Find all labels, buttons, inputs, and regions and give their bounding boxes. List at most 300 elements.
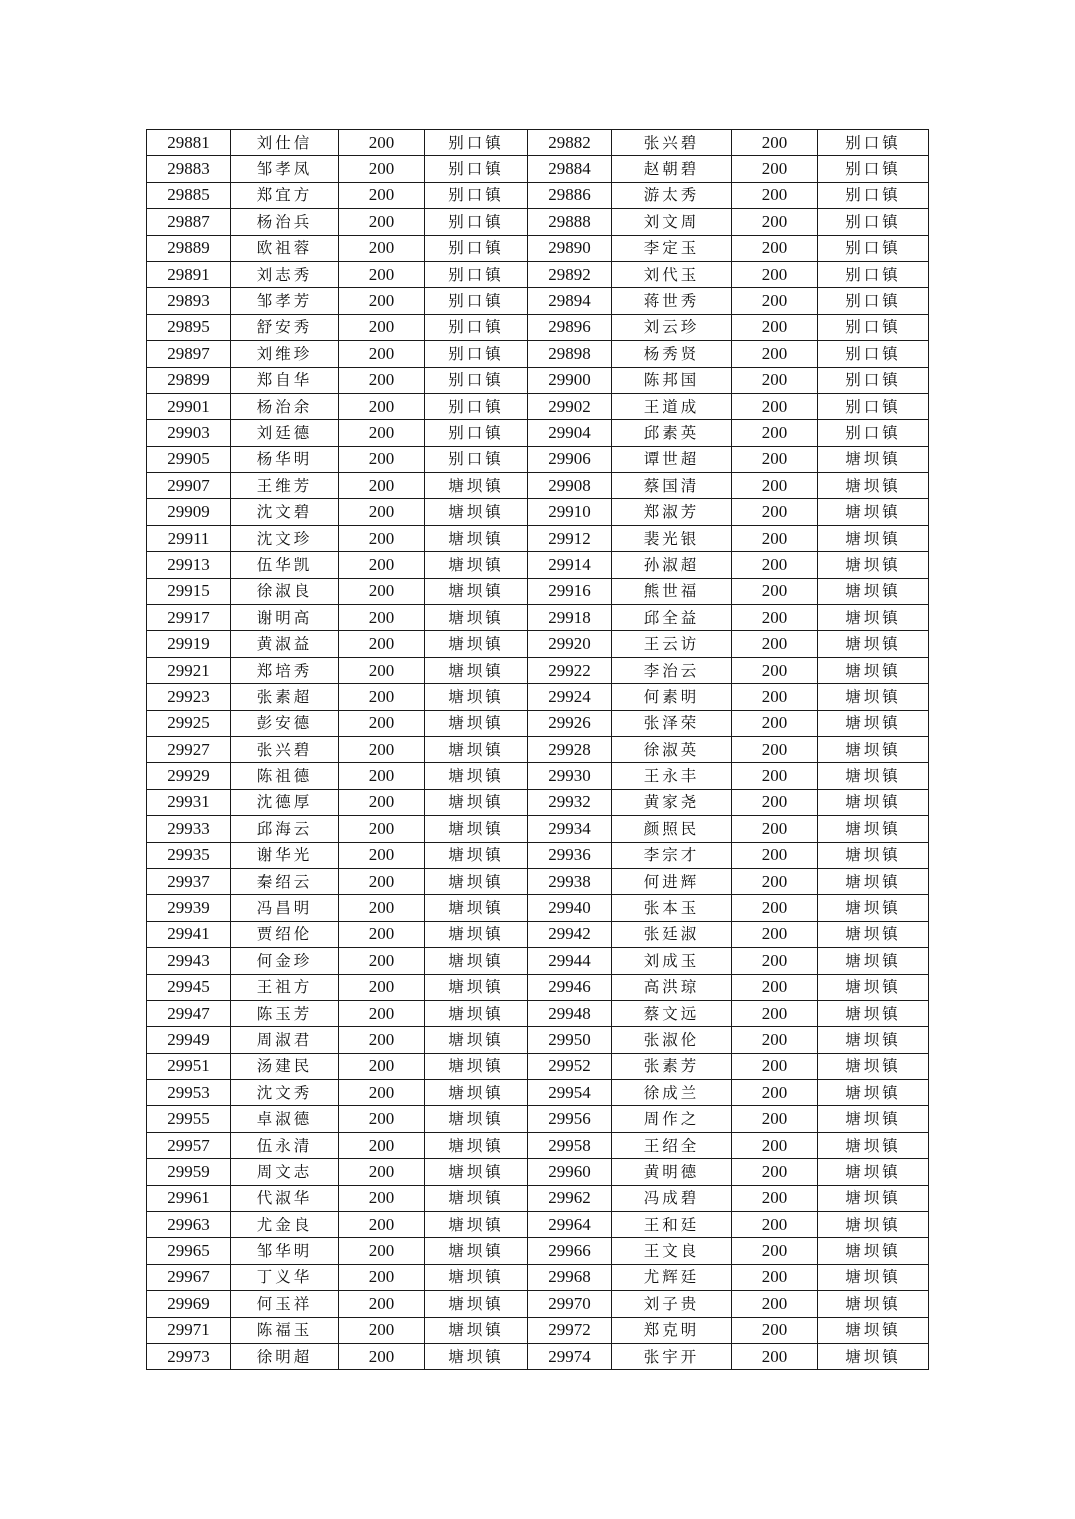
- right-name-cell: 刘代玉: [612, 261, 732, 287]
- right-serial-number-cell: 29940: [528, 895, 612, 921]
- table-row: [147, 341, 929, 367]
- right-serial-number-cell: 29882: [528, 130, 612, 156]
- right-amount-cell: 200: [732, 367, 818, 393]
- left-town-cell: 塘坝镇: [425, 1238, 528, 1264]
- left-serial-number-cell: 29969: [147, 1291, 231, 1317]
- table-row: [147, 393, 929, 419]
- right-amount-cell: 200: [732, 341, 818, 367]
- right-amount-cell: 200: [732, 130, 818, 156]
- left-town-cell: 塘坝镇: [425, 605, 528, 631]
- right-serial-number-cell: 29900: [528, 367, 612, 393]
- right-name-cell: 张淑伦: [612, 1027, 732, 1053]
- left-serial-number-cell: 29903: [147, 420, 231, 446]
- table-row: [147, 1132, 929, 1158]
- left-town-cell: 塘坝镇: [425, 657, 528, 683]
- left-amount-cell: 200: [339, 816, 425, 842]
- right-town-cell: 塘坝镇: [818, 816, 929, 842]
- left-town-cell: 塘坝镇: [425, 1185, 528, 1211]
- table-row: [147, 789, 929, 815]
- right-serial-number-cell: 29950: [528, 1027, 612, 1053]
- left-town-cell: 塘坝镇: [425, 1291, 528, 1317]
- left-name-cell: 刘仕信: [231, 130, 339, 156]
- right-amount-cell: 200: [732, 763, 818, 789]
- right-serial-number-cell: 29966: [528, 1238, 612, 1264]
- table-row: [147, 1159, 929, 1185]
- recipient-table-body: [147, 130, 929, 1370]
- right-serial-number-cell: 29914: [528, 552, 612, 578]
- left-town-cell: 别口镇: [425, 393, 528, 419]
- left-serial-number-cell: 29951: [147, 1053, 231, 1079]
- right-amount-cell: 200: [732, 314, 818, 340]
- left-amount-cell: 200: [339, 130, 425, 156]
- left-amount-cell: 200: [339, 261, 425, 287]
- left-serial-number-cell: 29915: [147, 578, 231, 604]
- right-name-cell: 张素芳: [612, 1053, 732, 1079]
- left-serial-number-cell: 29909: [147, 499, 231, 525]
- right-name-cell: 孙淑超: [612, 552, 732, 578]
- left-name-cell: 沈德厚: [231, 789, 339, 815]
- table-row: [147, 420, 929, 446]
- left-name-cell: 欧祖蓉: [231, 235, 339, 261]
- left-amount-cell: 200: [339, 156, 425, 182]
- right-name-cell: 张本玉: [612, 895, 732, 921]
- left-town-cell: 塘坝镇: [425, 921, 528, 947]
- table-row: [147, 288, 929, 314]
- right-amount-cell: 200: [732, 974, 818, 1000]
- left-name-cell: 何金珍: [231, 948, 339, 974]
- left-amount-cell: 200: [339, 209, 425, 235]
- right-town-cell: 塘坝镇: [818, 499, 929, 525]
- right-serial-number-cell: 29954: [528, 1080, 612, 1106]
- right-amount-cell: 200: [732, 499, 818, 525]
- left-amount-cell: 200: [339, 1132, 425, 1158]
- right-town-cell: 塘坝镇: [818, 578, 929, 604]
- table-row: [147, 525, 929, 551]
- left-amount-cell: 200: [339, 288, 425, 314]
- left-amount-cell: 200: [339, 578, 425, 604]
- left-name-cell: 张兴碧: [231, 736, 339, 762]
- left-serial-number-cell: 29973: [147, 1343, 231, 1369]
- recipient-table: [146, 129, 929, 1370]
- table-row: [147, 842, 929, 868]
- right-town-cell: 别口镇: [818, 156, 929, 182]
- right-town-cell: 塘坝镇: [818, 1080, 929, 1106]
- right-amount-cell: 200: [732, 1053, 818, 1079]
- table-row: [147, 1291, 929, 1317]
- left-name-cell: 陈玉芳: [231, 1000, 339, 1026]
- table-row: [147, 816, 929, 842]
- right-name-cell: 王云访: [612, 631, 732, 657]
- right-amount-cell: 200: [732, 605, 818, 631]
- right-serial-number-cell: 29894: [528, 288, 612, 314]
- right-name-cell: 李宗才: [612, 842, 732, 868]
- table-row: [147, 1264, 929, 1290]
- right-name-cell: 裴光银: [612, 525, 732, 551]
- left-serial-number-cell: 29889: [147, 235, 231, 261]
- right-serial-number-cell: 29920: [528, 631, 612, 657]
- left-serial-number-cell: 29965: [147, 1238, 231, 1264]
- table-row: [147, 261, 929, 287]
- left-town-cell: 塘坝镇: [425, 948, 528, 974]
- left-name-cell: 沈文碧: [231, 499, 339, 525]
- right-name-cell: 冯成碧: [612, 1185, 732, 1211]
- table-row: [147, 631, 929, 657]
- left-town-cell: 别口镇: [425, 261, 528, 287]
- left-serial-number-cell: 29953: [147, 1080, 231, 1106]
- table-row: [147, 974, 929, 1000]
- right-name-cell: 蒋世秀: [612, 288, 732, 314]
- left-serial-number-cell: 29947: [147, 1000, 231, 1026]
- right-serial-number-cell: 29958: [528, 1132, 612, 1158]
- left-town-cell: 别口镇: [425, 182, 528, 208]
- left-town-cell: 塘坝镇: [425, 789, 528, 815]
- left-name-cell: 邱海云: [231, 816, 339, 842]
- right-serial-number-cell: 29922: [528, 657, 612, 683]
- left-town-cell: 塘坝镇: [425, 499, 528, 525]
- right-name-cell: 王绍全: [612, 1132, 732, 1158]
- left-name-cell: 杨华明: [231, 446, 339, 472]
- left-serial-number-cell: 29919: [147, 631, 231, 657]
- right-name-cell: 徐成兰: [612, 1080, 732, 1106]
- right-name-cell: 郑克明: [612, 1317, 732, 1343]
- left-serial-number-cell: 29921: [147, 657, 231, 683]
- table-row: [147, 473, 929, 499]
- right-town-cell: 塘坝镇: [818, 1159, 929, 1185]
- left-amount-cell: 200: [339, 182, 425, 208]
- table-row: [147, 1106, 929, 1132]
- left-name-cell: 邹华明: [231, 1238, 339, 1264]
- left-town-cell: 别口镇: [425, 314, 528, 340]
- table-row: [147, 446, 929, 472]
- right-town-cell: 塘坝镇: [818, 1317, 929, 1343]
- right-amount-cell: 200: [732, 842, 818, 868]
- left-serial-number-cell: 29927: [147, 736, 231, 762]
- right-serial-number-cell: 29908: [528, 473, 612, 499]
- left-amount-cell: 200: [339, 552, 425, 578]
- right-serial-number-cell: 29938: [528, 868, 612, 894]
- left-name-cell: 周淑君: [231, 1027, 339, 1053]
- left-name-cell: 卓淑德: [231, 1106, 339, 1132]
- left-amount-cell: 200: [339, 1000, 425, 1026]
- left-serial-number-cell: 29955: [147, 1106, 231, 1132]
- table-row: [147, 1238, 929, 1264]
- right-amount-cell: 200: [732, 1132, 818, 1158]
- right-name-cell: 刘文周: [612, 209, 732, 235]
- right-amount-cell: 200: [732, 552, 818, 578]
- left-town-cell: 别口镇: [425, 235, 528, 261]
- left-town-cell: 塘坝镇: [425, 1212, 528, 1238]
- right-amount-cell: 200: [732, 288, 818, 314]
- right-amount-cell: 200: [732, 921, 818, 947]
- left-name-cell: 刘廷德: [231, 420, 339, 446]
- left-serial-number-cell: 29923: [147, 684, 231, 710]
- left-amount-cell: 200: [339, 763, 425, 789]
- left-town-cell: 别口镇: [425, 130, 528, 156]
- right-serial-number-cell: 29962: [528, 1185, 612, 1211]
- left-name-cell: 秦绍云: [231, 868, 339, 894]
- left-serial-number-cell: 29941: [147, 921, 231, 947]
- right-town-cell: 塘坝镇: [818, 525, 929, 551]
- right-amount-cell: 200: [732, 261, 818, 287]
- right-name-cell: 赵朝碧: [612, 156, 732, 182]
- right-amount-cell: 200: [732, 209, 818, 235]
- left-name-cell: 谢明高: [231, 605, 339, 631]
- left-name-cell: 伍永清: [231, 1132, 339, 1158]
- left-amount-cell: 200: [339, 657, 425, 683]
- right-amount-cell: 200: [732, 1185, 818, 1211]
- right-amount-cell: 200: [732, 789, 818, 815]
- left-serial-number-cell: 29959: [147, 1159, 231, 1185]
- left-name-cell: 何玉祥: [231, 1291, 339, 1317]
- right-name-cell: 游太秀: [612, 182, 732, 208]
- right-town-cell: 塘坝镇: [818, 948, 929, 974]
- left-amount-cell: 200: [339, 684, 425, 710]
- left-town-cell: 别口镇: [425, 420, 528, 446]
- left-name-cell: 贾绍伦: [231, 921, 339, 947]
- left-town-cell: 塘坝镇: [425, 578, 528, 604]
- right-name-cell: 尤辉廷: [612, 1264, 732, 1290]
- right-serial-number-cell: 29930: [528, 763, 612, 789]
- right-serial-number-cell: 29942: [528, 921, 612, 947]
- table-row: [147, 1343, 929, 1369]
- right-amount-cell: 200: [732, 420, 818, 446]
- left-name-cell: 邹孝芳: [231, 288, 339, 314]
- left-town-cell: 别口镇: [425, 156, 528, 182]
- left-name-cell: 尤金良: [231, 1212, 339, 1238]
- left-serial-number-cell: 29931: [147, 789, 231, 815]
- right-name-cell: 王和廷: [612, 1212, 732, 1238]
- right-amount-cell: 200: [732, 948, 818, 974]
- table-row: [147, 235, 929, 261]
- right-serial-number-cell: 29970: [528, 1291, 612, 1317]
- table-row: [147, 684, 929, 710]
- left-name-cell: 张素超: [231, 684, 339, 710]
- right-name-cell: 王道成: [612, 393, 732, 419]
- right-amount-cell: 200: [732, 1159, 818, 1185]
- left-town-cell: 别口镇: [425, 446, 528, 472]
- left-name-cell: 沈文秀: [231, 1080, 339, 1106]
- right-town-cell: 别口镇: [818, 182, 929, 208]
- left-amount-cell: 200: [339, 605, 425, 631]
- left-town-cell: 别口镇: [425, 341, 528, 367]
- right-town-cell: 别口镇: [818, 367, 929, 393]
- left-serial-number-cell: 29897: [147, 341, 231, 367]
- right-name-cell: 郑淑芳: [612, 499, 732, 525]
- left-town-cell: 别口镇: [425, 288, 528, 314]
- left-town-cell: 塘坝镇: [425, 1343, 528, 1369]
- right-town-cell: 塘坝镇: [818, 1185, 929, 1211]
- left-serial-number-cell: 29971: [147, 1317, 231, 1343]
- right-name-cell: 刘成玉: [612, 948, 732, 974]
- left-town-cell: 别口镇: [425, 367, 528, 393]
- left-town-cell: 塘坝镇: [425, 552, 528, 578]
- right-town-cell: 塘坝镇: [818, 842, 929, 868]
- left-amount-cell: 200: [339, 789, 425, 815]
- left-amount-cell: 200: [339, 341, 425, 367]
- left-name-cell: 陈祖德: [231, 763, 339, 789]
- right-amount-cell: 200: [732, 1264, 818, 1290]
- left-town-cell: 塘坝镇: [425, 816, 528, 842]
- left-amount-cell: 200: [339, 921, 425, 947]
- right-name-cell: 黄明德: [612, 1159, 732, 1185]
- right-name-cell: 黄家尧: [612, 789, 732, 815]
- right-serial-number-cell: 29932: [528, 789, 612, 815]
- right-amount-cell: 200: [732, 235, 818, 261]
- right-amount-cell: 200: [732, 578, 818, 604]
- right-serial-number-cell: 29896: [528, 314, 612, 340]
- right-name-cell: 蔡文远: [612, 1000, 732, 1026]
- left-name-cell: 代淑华: [231, 1185, 339, 1211]
- left-serial-number-cell: 29913: [147, 552, 231, 578]
- left-amount-cell: 200: [339, 1185, 425, 1211]
- left-name-cell: 陈福玉: [231, 1317, 339, 1343]
- table-row: [147, 156, 929, 182]
- table-row: [147, 895, 929, 921]
- right-serial-number-cell: 29956: [528, 1106, 612, 1132]
- right-amount-cell: 200: [732, 156, 818, 182]
- right-name-cell: 徐淑英: [612, 736, 732, 762]
- left-town-cell: 塘坝镇: [425, 1106, 528, 1132]
- right-amount-cell: 200: [732, 1238, 818, 1264]
- left-amount-cell: 200: [339, 1159, 425, 1185]
- left-name-cell: 刘志秀: [231, 261, 339, 287]
- right-serial-number-cell: 29964: [528, 1212, 612, 1238]
- right-amount-cell: 200: [732, 1027, 818, 1053]
- left-name-cell: 伍华凯: [231, 552, 339, 578]
- left-amount-cell: 200: [339, 710, 425, 736]
- left-name-cell: 刘维珍: [231, 341, 339, 367]
- right-serial-number-cell: 29960: [528, 1159, 612, 1185]
- left-serial-number-cell: 29899: [147, 367, 231, 393]
- right-name-cell: 张廷淑: [612, 921, 732, 947]
- left-serial-number-cell: 29901: [147, 393, 231, 419]
- left-name-cell: 舒安秀: [231, 314, 339, 340]
- table-row: [147, 948, 929, 974]
- right-town-cell: 塘坝镇: [818, 974, 929, 1000]
- left-name-cell: 彭安德: [231, 710, 339, 736]
- right-town-cell: 塘坝镇: [818, 605, 929, 631]
- left-amount-cell: 200: [339, 868, 425, 894]
- left-amount-cell: 200: [339, 736, 425, 762]
- left-amount-cell: 200: [339, 1027, 425, 1053]
- right-amount-cell: 200: [732, 182, 818, 208]
- left-town-cell: 塘坝镇: [425, 1080, 528, 1106]
- right-serial-number-cell: 29892: [528, 261, 612, 287]
- left-serial-number-cell: 29911: [147, 525, 231, 551]
- left-serial-number-cell: 29885: [147, 182, 231, 208]
- left-name-cell: 汤建民: [231, 1053, 339, 1079]
- table-row: [147, 736, 929, 762]
- right-amount-cell: 200: [732, 684, 818, 710]
- left-name-cell: 郑自华: [231, 367, 339, 393]
- right-serial-number-cell: 29924: [528, 684, 612, 710]
- right-town-cell: 塘坝镇: [818, 895, 929, 921]
- right-amount-cell: 200: [732, 1291, 818, 1317]
- right-serial-number-cell: 29912: [528, 525, 612, 551]
- left-amount-cell: 200: [339, 473, 425, 499]
- left-serial-number-cell: 29887: [147, 209, 231, 235]
- right-name-cell: 刘子贵: [612, 1291, 732, 1317]
- right-town-cell: 塘坝镇: [818, 446, 929, 472]
- table-row: [147, 921, 929, 947]
- right-amount-cell: 200: [732, 393, 818, 419]
- right-name-cell: 张宇开: [612, 1343, 732, 1369]
- left-name-cell: 杨治兵: [231, 209, 339, 235]
- right-town-cell: 别口镇: [818, 235, 929, 261]
- table-row: [147, 499, 929, 525]
- right-serial-number-cell: 29974: [528, 1343, 612, 1369]
- right-serial-number-cell: 29898: [528, 341, 612, 367]
- table-row: [147, 314, 929, 340]
- right-name-cell: 邱素英: [612, 420, 732, 446]
- left-name-cell: 杨治余: [231, 393, 339, 419]
- left-amount-cell: 200: [339, 420, 425, 446]
- right-town-cell: 别口镇: [818, 393, 929, 419]
- right-serial-number-cell: 29934: [528, 816, 612, 842]
- left-town-cell: 塘坝镇: [425, 1317, 528, 1343]
- left-town-cell: 塘坝镇: [425, 1132, 528, 1158]
- right-serial-number-cell: 29918: [528, 605, 612, 631]
- right-name-cell: 周作之: [612, 1106, 732, 1132]
- left-amount-cell: 200: [339, 1264, 425, 1290]
- right-name-cell: 王永丰: [612, 763, 732, 789]
- right-name-cell: 李定玉: [612, 235, 732, 261]
- left-amount-cell: 200: [339, 525, 425, 551]
- right-serial-number-cell: 29948: [528, 1000, 612, 1026]
- right-name-cell: 陈邦国: [612, 367, 732, 393]
- table-row: [147, 1027, 929, 1053]
- left-serial-number-cell: 29937: [147, 868, 231, 894]
- table-row: [147, 578, 929, 604]
- left-amount-cell: 200: [339, 948, 425, 974]
- left-amount-cell: 200: [339, 1238, 425, 1264]
- right-amount-cell: 200: [732, 895, 818, 921]
- left-amount-cell: 200: [339, 446, 425, 472]
- right-town-cell: 塘坝镇: [818, 1238, 929, 1264]
- left-name-cell: 谢华光: [231, 842, 339, 868]
- right-name-cell: 颜照民: [612, 816, 732, 842]
- right-amount-cell: 200: [732, 1000, 818, 1026]
- right-name-cell: 熊世福: [612, 578, 732, 604]
- left-town-cell: 塘坝镇: [425, 842, 528, 868]
- table-row: [147, 1212, 929, 1238]
- left-serial-number-cell: 29957: [147, 1132, 231, 1158]
- right-amount-cell: 200: [732, 657, 818, 683]
- table-row: [147, 130, 929, 156]
- right-amount-cell: 200: [732, 1317, 818, 1343]
- right-amount-cell: 200: [732, 1106, 818, 1132]
- right-serial-number-cell: 29952: [528, 1053, 612, 1079]
- left-town-cell: 塘坝镇: [425, 763, 528, 789]
- right-amount-cell: 200: [732, 1212, 818, 1238]
- table-row: [147, 1053, 929, 1079]
- right-amount-cell: 200: [732, 446, 818, 472]
- table-row: [147, 1185, 929, 1211]
- right-serial-number-cell: 29946: [528, 974, 612, 1000]
- right-town-cell: 塘坝镇: [818, 473, 929, 499]
- right-name-cell: 蔡国清: [612, 473, 732, 499]
- left-serial-number-cell: 29883: [147, 156, 231, 182]
- table-row: [147, 1080, 929, 1106]
- right-town-cell: 别口镇: [818, 261, 929, 287]
- right-amount-cell: 200: [732, 525, 818, 551]
- left-town-cell: 塘坝镇: [425, 631, 528, 657]
- right-name-cell: 刘云珍: [612, 314, 732, 340]
- left-town-cell: 塘坝镇: [425, 974, 528, 1000]
- table-row: [147, 209, 929, 235]
- right-serial-number-cell: 29904: [528, 420, 612, 446]
- right-serial-number-cell: 29902: [528, 393, 612, 419]
